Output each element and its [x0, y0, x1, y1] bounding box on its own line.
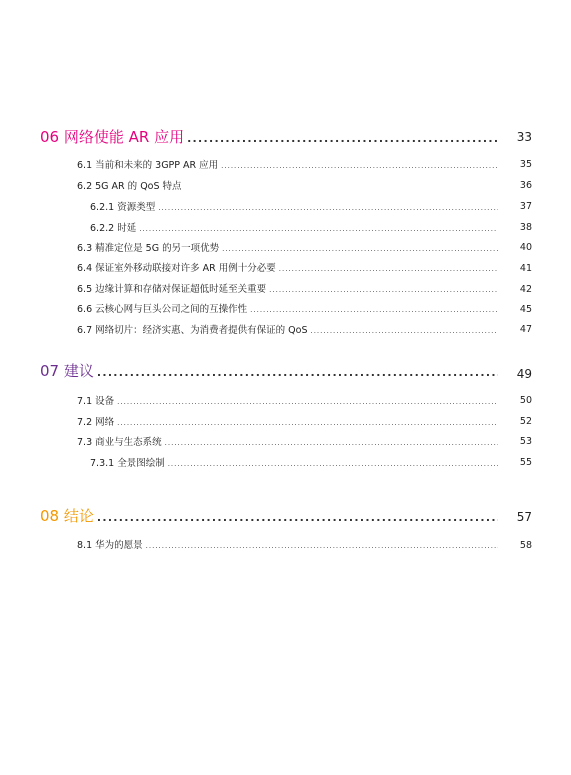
- section-page-number: 45: [519, 304, 532, 315]
- section-page-number: 40: [519, 242, 532, 253]
- toc-section-6-1[interactable]: [77, 157, 502, 171]
- chapter-page-number: 49: [516, 367, 532, 381]
- section-page-number: 35: [519, 159, 532, 170]
- toc-section-6-2-2[interactable]: [90, 220, 502, 234]
- section-page-number: 36: [519, 180, 532, 191]
- section-title: 7.1 设备: [77, 396, 115, 407]
- toc-section-6-5[interactable]: [77, 281, 502, 295]
- toc-chapter-06[interactable]: [40, 126, 502, 147]
- section-title: 7.3 商业与生态系统: [77, 437, 162, 448]
- chapter-page-number: 33: [516, 130, 532, 144]
- toc-section-6-6[interactable]: [77, 301, 502, 315]
- section-title: 7.2 网络: [77, 417, 115, 428]
- chapter-title: 07 建议: [40, 362, 94, 380]
- dot-leader: [168, 460, 498, 468]
- dot-leader: [165, 439, 498, 447]
- dot-leader: [117, 419, 498, 427]
- dot-leader: [222, 245, 498, 253]
- dot-leader: [139, 225, 498, 233]
- toc-section-7-3[interactable]: [77, 434, 502, 448]
- toc-section-7-2[interactable]: [77, 414, 502, 428]
- dot-leader: [146, 542, 498, 550]
- toc-section-6-2[interactable]: [77, 178, 502, 192]
- section-page-number: 37: [519, 201, 532, 212]
- section-title: 8.1 华为的愿景: [77, 540, 143, 551]
- toc-section-6-7[interactable]: [77, 322, 502, 336]
- dot-leader: [117, 398, 498, 406]
- dot-leader: [158, 204, 498, 212]
- section-title: 6.5 边缘计算和存储对保证超低时延至关重要: [77, 284, 267, 295]
- dot-leader: [279, 265, 498, 273]
- chapter-title: 08 结论: [40, 507, 94, 525]
- section-page-number: 55: [519, 457, 532, 468]
- dot-leader: [97, 511, 498, 524]
- section-page-number: 47: [519, 324, 532, 335]
- section-title: 6.2.2 时延: [90, 223, 137, 234]
- toc-section-7-1[interactable]: [77, 393, 502, 407]
- section-title: 6.6 云核心网与巨头公司之间的互操作性: [77, 304, 248, 315]
- toc-section-6-4[interactable]: [77, 260, 502, 274]
- section-title: 6.1 当前和未来的 3GPP AR 应用: [77, 160, 219, 171]
- section-title: 6.4 保证室外移动联接对许多 AR 用例十分必要: [77, 263, 276, 274]
- toc-chapter-07[interactable]: [40, 360, 502, 381]
- section-title: 6.3 精准定位是 5G 的另一项优势: [77, 243, 220, 254]
- dot-leader: [187, 132, 498, 145]
- section-title: 6.7 网络切片：经济实惠、为消费者提供有保证的 QoS: [77, 325, 308, 336]
- chapter-page-number: 57: [516, 510, 532, 524]
- dot-leader: [97, 366, 498, 379]
- dot-leader: [250, 306, 498, 314]
- toc-section-7-3-1[interactable]: [90, 455, 502, 469]
- section-page-number: 53: [519, 436, 532, 447]
- section-title: 6.2 5G AR 的 QoS 特点: [77, 181, 182, 192]
- toc-section-8-1[interactable]: [77, 537, 502, 551]
- dot-leader: [310, 327, 498, 335]
- section-page-number: 41: [519, 263, 532, 274]
- chapter-title: 06 网络使能 AR 应用: [40, 128, 185, 146]
- dot-leader: [221, 162, 498, 170]
- section-page-number: 38: [519, 222, 532, 233]
- section-title: 7.3.1 全景图绘制: [90, 458, 165, 469]
- toc-section-6-2-1[interactable]: [90, 199, 502, 213]
- toc-chapter-08[interactable]: [40, 505, 502, 526]
- section-page-number: 50: [519, 395, 532, 406]
- section-title: 6.2.1 资源类型: [90, 202, 156, 213]
- section-page-number: 52: [519, 416, 532, 427]
- dot-leader: [269, 286, 498, 294]
- toc-section-6-3[interactable]: [77, 240, 502, 254]
- section-page-number: 58: [519, 540, 532, 551]
- section-page-number: 42: [519, 284, 532, 295]
